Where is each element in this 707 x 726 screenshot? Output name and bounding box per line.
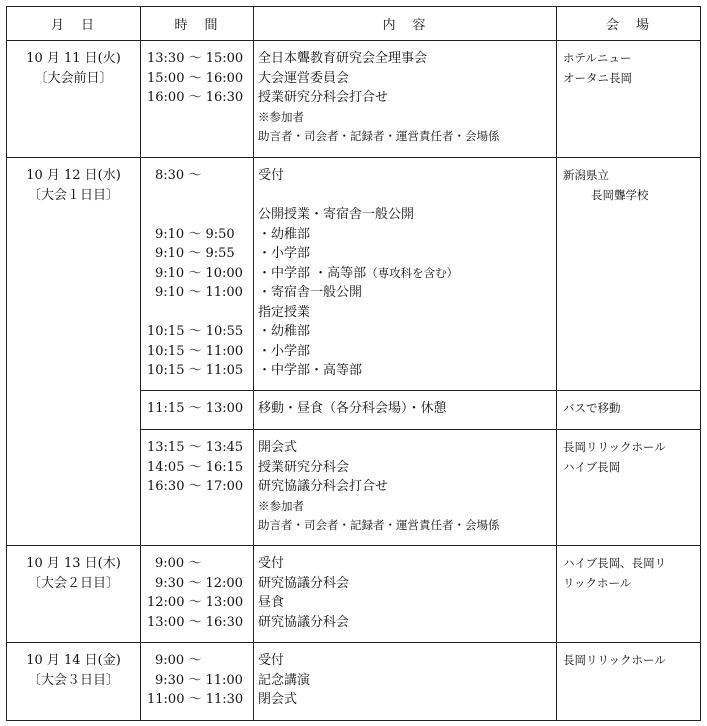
content-cell: [254, 391, 557, 430]
date: 10 月 12 日(水): [26, 168, 121, 183]
header-row: [7, 7, 701, 41]
date: 10 月 14 日(金): [26, 653, 121, 668]
time-slot: 9:00 ～: [155, 653, 202, 668]
content-item: ・小学部: [258, 343, 311, 359]
time-slot: 15:00 ～ 16:00: [147, 70, 244, 86]
venue-cell: [557, 41, 701, 158]
content-item: 大会運営委員会: [258, 70, 350, 86]
content-item: 全日本聾教育研究会全理事会: [258, 51, 428, 66]
content-item: 指定授業: [258, 304, 311, 320]
participants-list: 助言者・司会者・記録者・運営責任者・会場係: [258, 129, 500, 143]
venue-cell: [557, 546, 701, 643]
content-item: 授業研究分科会打合せ: [258, 90, 389, 105]
time-slot: 9:10 ～ 9:55: [155, 246, 235, 261]
content-item: 移動・昼食（各分科会場）・休憩: [258, 401, 447, 416]
participants-title: ※参加者: [258, 498, 304, 513]
content-item: ・幼稚部: [258, 324, 311, 339]
venue-line: ハイブ長岡、長岡リ: [563, 556, 667, 570]
time-slot: 13:15 ～ 13:45: [147, 440, 244, 455]
content-cell: [254, 643, 557, 721]
time-slot: 14:05 ～ 16:15: [147, 459, 244, 475]
time-slot: 12:00 ～ 13:00: [147, 595, 244, 610]
date-cell: [7, 158, 141, 546]
content-item: 受付: [258, 556, 285, 571]
content-item: ・中学部 ・高等部: [258, 265, 367, 281]
header-venue: 会 場: [557, 7, 701, 41]
date-cell: [7, 643, 141, 721]
venue-line: 新潟県立: [563, 168, 609, 182]
content-item: 受付: [258, 653, 285, 668]
content-note: （専攻科を含む）: [366, 265, 459, 280]
participants-title: ※参加者: [258, 109, 304, 124]
time-slot: 16:30 ～ 17:00: [147, 479, 244, 494]
content-item: ・寄宿舎一般公開: [258, 285, 363, 300]
content-item: 研究協議分科会: [258, 575, 350, 591]
content-item: ・中学部・高等部: [258, 363, 363, 378]
content-item: [258, 264, 552, 284]
venue-line: ハイブ長岡: [563, 459, 621, 474]
time-slot: 13:00 ～ 16:30: [147, 614, 244, 630]
date: 10 月 13 日(木): [26, 556, 121, 571]
date-cell: [7, 546, 141, 643]
time-slot: 10:15 ～ 10:55: [147, 324, 244, 339]
content-cell: [254, 158, 557, 391]
venue-line: リックホール: [563, 575, 632, 590]
content-item: 昼食: [258, 595, 285, 610]
header-time: 時 間: [141, 7, 254, 41]
content-item: 研究協議分科会打合せ: [258, 479, 389, 494]
time-slot: 10:15 ～ 11:00: [147, 343, 244, 359]
venue-line: 長岡リリックホール: [563, 653, 666, 667]
header-content: 内 容: [254, 7, 557, 41]
content-item: ・小学部: [258, 246, 311, 261]
venue-cell: [557, 643, 701, 721]
time-slot: 11:00 ～ 11:30: [147, 692, 244, 707]
header-date: 月 日: [7, 7, 141, 41]
venue-cell: [557, 391, 701, 430]
content-item: 閉会式: [258, 692, 298, 707]
content-item: ・幼稚部: [258, 226, 311, 242]
content-cell: [254, 430, 557, 546]
time-cell: [141, 546, 254, 643]
table-row: [7, 546, 701, 643]
content-item: 記念講演: [258, 672, 311, 688]
table-row: [7, 158, 701, 391]
day-label: 〔大会３日目〕: [27, 672, 119, 688]
venue-line: バスで移動: [563, 401, 621, 415]
time-slot: 9:10 ～ 9:50: [155, 226, 235, 242]
venue-line: ホテルニュー: [563, 51, 632, 65]
time-cell: [141, 643, 254, 721]
day-label: 〔大会前日〕: [34, 70, 113, 86]
table-row: [7, 643, 701, 721]
content-item: 公開授業・寄宿舎一般公開: [258, 207, 415, 222]
venue-line: オータニ長岡: [563, 70, 632, 85]
time-slot: 11:15 ～ 13:00: [147, 401, 244, 416]
time-cell: [141, 158, 254, 391]
venue-cell: [557, 158, 701, 391]
time-slot: 16:00 ～ 16:30: [147, 90, 244, 105]
content-item: 開会式: [258, 440, 298, 455]
content-item: 受付: [258, 168, 285, 183]
content-cell: [254, 41, 557, 158]
venue-line: 長岡リリックホール: [563, 440, 666, 454]
time-slot: 9:00 ～: [155, 556, 202, 571]
schedule-table: [6, 6, 701, 721]
day-label: 〔大会１日目〕: [27, 187, 119, 203]
day-label: 〔大会２日目〕: [27, 575, 119, 591]
time-cell: [141, 391, 254, 430]
time-slot: 9:10 ～ 11:00: [155, 285, 243, 300]
table-row: [7, 41, 701, 158]
time-slot: 13:30 ～ 15:00: [147, 51, 244, 66]
content-item: 研究協議分科会: [258, 614, 350, 630]
time-slot: 9:10 ～ 10:00: [155, 265, 243, 281]
time-slot: 9:30 ～ 11:00: [155, 672, 243, 688]
content-cell: [254, 546, 557, 643]
time-cell: [141, 430, 254, 546]
time-slot: 10:15 ～ 11:05: [147, 363, 244, 378]
venue-cell: [557, 430, 701, 546]
time-cell: [141, 41, 254, 158]
date: 10 月 11 日(火): [26, 51, 121, 66]
content-item: 授業研究分科会: [258, 459, 350, 475]
date-cell: [7, 41, 141, 158]
participants-list: 助言者・司会者・記録者・運営責任者・会場係: [258, 518, 500, 532]
time-slot: 8:30 ～: [155, 168, 202, 183]
time-slot: 9:30 ～ 12:00: [155, 575, 243, 591]
venue-line: 長岡聾学校: [591, 187, 649, 202]
